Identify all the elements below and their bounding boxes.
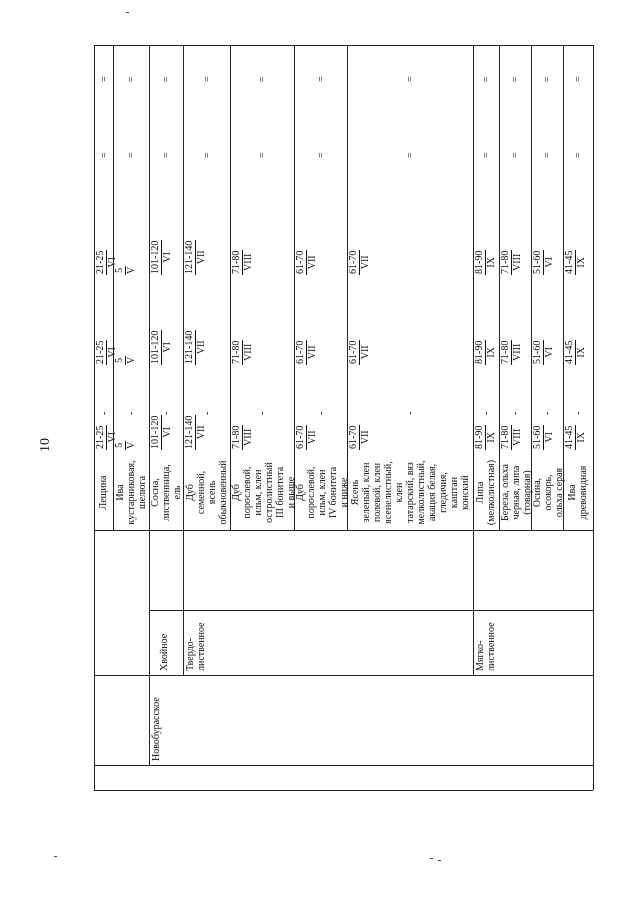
age-class-col3 <box>150 240 173 275</box>
fraction-numerator: 81-90 <box>474 340 485 364</box>
age-class-col1 <box>150 415 173 450</box>
period-mark: = <box>405 76 416 82</box>
period-mark: = <box>161 152 172 158</box>
age-class-col3 <box>564 250 587 275</box>
fraction-numerator: 71-80 <box>231 425 242 449</box>
species-name: Лещина <box>98 475 109 510</box>
age-class-col3 <box>532 250 555 275</box>
age-class-col1 <box>184 415 207 450</box>
age-class-col1 <box>348 425 371 450</box>
fraction-value <box>474 250 497 275</box>
fraction-denominator: V <box>126 266 137 274</box>
age-class-col1 <box>231 425 254 450</box>
fraction-denominator: VI <box>107 432 118 443</box>
period-mark: = <box>481 76 492 82</box>
fraction-denominator: VII <box>307 345 318 360</box>
fraction-numerator: 41-45 <box>564 340 575 364</box>
species-name: Ива кустарниковая, шелюга <box>114 460 148 525</box>
fraction-denominator: VI <box>162 342 173 353</box>
fraction-value <box>184 240 207 275</box>
period-mark: = <box>510 76 521 82</box>
age-class-col2 <box>532 340 555 365</box>
fraction-numerator: 101-120 <box>150 415 161 449</box>
species-name: Ясень зеленый, клен полевой, клен ясенелистный, клен татарский, вяз мелколистный, акация белая, гледичия, каштан конский <box>349 460 471 525</box>
period-mark: = <box>573 152 584 158</box>
fraction-denominator: VII <box>360 345 371 360</box>
period-mark: = <box>126 76 137 82</box>
period-mark: = <box>315 152 327 158</box>
age-class-col3 <box>184 240 207 275</box>
fraction-numerator: 61-70 <box>348 250 359 274</box>
species-name: Дуб порослевой, ильм, клен IV бонитета и ниже <box>295 466 350 519</box>
fraction-numerator: 51-60 <box>532 250 543 274</box>
fraction-value <box>114 266 137 275</box>
dash-cell: - <box>510 411 521 415</box>
fraction-value <box>184 415 207 450</box>
fraction-denominator: VII <box>196 425 207 440</box>
fraction-numerator: 71-80 <box>231 340 242 364</box>
fraction-denominator: VI <box>107 347 118 358</box>
fraction-numerator: 101-120 <box>150 240 161 274</box>
row-separator <box>149 45 150 765</box>
period-mark: = <box>126 152 137 158</box>
fraction-value <box>532 250 555 275</box>
table-border-left <box>94 45 95 790</box>
fraction-value <box>532 425 555 450</box>
age-class-col1 <box>564 425 587 450</box>
fraction-numerator: 71-80 <box>500 425 511 449</box>
scan-speck <box>54 856 57 857</box>
fraction-denominator: VI <box>544 347 555 358</box>
fraction-numerator: 21-25 <box>95 425 106 449</box>
age-class-col2 <box>474 340 497 365</box>
age-class-col1 <box>500 425 523 450</box>
fraction-numerator: 41-45 <box>564 425 575 449</box>
table-border-right <box>593 45 594 790</box>
age-class-col2 <box>348 340 371 365</box>
species-name: Дуб семенной, ясень обыкновенный <box>184 460 229 525</box>
fraction-value <box>348 250 371 275</box>
period-mark: = <box>201 152 213 158</box>
fraction-value <box>114 356 137 365</box>
fraction-value <box>231 425 254 450</box>
fraction-denominator: VI <box>162 427 173 438</box>
period-mark: = <box>573 76 584 82</box>
age-class-col3 <box>474 250 497 275</box>
period-mark: = <box>161 76 172 82</box>
age-class-col1 <box>114 441 137 450</box>
fraction-denominator: V <box>126 441 137 449</box>
fraction-denominator: VIII <box>243 343 254 361</box>
fraction-numerator: 61-70 <box>348 425 359 449</box>
age-class-col3 <box>231 250 254 275</box>
period-mark: = <box>315 76 327 82</box>
col-separator-sub <box>94 675 593 676</box>
fraction-denominator: VII <box>196 340 207 355</box>
fraction-value <box>150 330 173 365</box>
age-class-col2 <box>564 340 587 365</box>
dash-cell: - <box>201 411 213 415</box>
dash-cell: - <box>98 411 110 415</box>
fraction-denominator: VIII <box>512 253 523 271</box>
fraction-denominator: VI <box>544 257 555 268</box>
species-name: Липа (мелколистная) <box>475 459 497 526</box>
fraction-numerator: 71-80 <box>500 250 511 274</box>
fraction-value <box>500 425 523 450</box>
dash-cell: - <box>161 411 172 415</box>
fraction-numerator: 5 <box>114 356 126 365</box>
table-border-top <box>94 45 593 46</box>
period-mark: = <box>542 76 553 82</box>
fraction-value <box>295 250 318 275</box>
fraction-numerator: 121-140 <box>184 330 195 364</box>
fraction-numerator: 101-120 <box>150 330 161 364</box>
row-separator <box>113 45 114 530</box>
fraction-numerator: 41-45 <box>564 250 575 274</box>
age-class-col2 <box>500 340 523 365</box>
group-softwood: Мягко- лиственное <box>475 622 497 671</box>
period-mark: = <box>98 76 110 82</box>
fraction-numerator: 61-70 <box>295 425 306 449</box>
fraction-value <box>295 425 318 450</box>
fraction-denominator: IX <box>486 347 497 358</box>
fraction-value <box>474 425 497 450</box>
fraction-denominator: IX <box>486 432 497 443</box>
age-class-col1 <box>295 425 318 450</box>
fraction-numerator: 51-60 <box>532 340 543 364</box>
fraction-numerator: 121-140 <box>184 240 195 274</box>
fraction-value <box>150 415 173 450</box>
fraction-value <box>564 250 587 275</box>
dash-cell: - <box>481 411 492 415</box>
fraction-value <box>231 250 254 275</box>
fraction-denominator: VIII <box>512 428 523 446</box>
fraction-numerator: 81-90 <box>474 250 485 274</box>
fraction-denominator: V <box>126 356 137 364</box>
fraction-denominator: VII <box>307 255 318 270</box>
fraction-denominator: VII <box>196 250 207 265</box>
age-class-col3 <box>500 250 523 275</box>
fraction-denominator: VII <box>307 430 318 445</box>
fraction-value <box>114 441 137 450</box>
scan-speck <box>126 12 129 13</box>
fraction-denominator: IX <box>576 347 587 358</box>
fraction-value <box>348 340 371 365</box>
fraction-denominator: VIII <box>243 253 254 271</box>
age-class-col3 <box>114 266 137 275</box>
col-separator-name <box>94 530 593 531</box>
fraction-numerator: 81-90 <box>474 425 485 449</box>
fraction-numerator: 71-80 <box>231 250 242 274</box>
species-name: Осина, осокорь, ольха серая <box>532 467 565 518</box>
col-separator-group <box>149 610 593 611</box>
page-number: 10 <box>38 438 53 452</box>
dash-cell: - <box>257 411 268 415</box>
fraction-value <box>564 425 587 450</box>
dash-cell: - <box>405 411 416 415</box>
age-class-col2 <box>295 340 318 365</box>
table-border-bottom <box>94 790 593 791</box>
period-mark: = <box>201 76 213 82</box>
period-mark: = <box>481 152 492 158</box>
period-mark: = <box>510 152 521 158</box>
fraction-denominator: VI <box>544 432 555 443</box>
age-class-col2 <box>231 340 254 365</box>
age-class-col1 <box>474 425 497 450</box>
age-class-col1 <box>532 425 555 450</box>
dash-cell: - <box>573 411 584 415</box>
period-mark: = <box>257 76 268 82</box>
age-class-col3 <box>295 250 318 275</box>
fraction-numerator: 71-80 <box>500 340 511 364</box>
fraction-value <box>500 250 523 275</box>
fraction-value <box>500 340 523 365</box>
species-name: Ива древовидная <box>567 465 589 520</box>
period-mark: = <box>98 152 110 158</box>
fraction-numerator: 61-70 <box>295 250 306 274</box>
fraction-denominator: IX <box>576 257 587 268</box>
fraction-value <box>348 425 371 450</box>
fraction-denominator: IX <box>486 257 497 268</box>
fraction-denominator: VIII <box>512 343 523 361</box>
fraction-numerator: 21-25 <box>95 250 106 274</box>
fraction-numerator: 5 <box>114 441 126 450</box>
scan-speck <box>430 858 433 859</box>
species-name: Сосна, лиственница, ель <box>150 464 183 521</box>
period-mark: = <box>405 152 416 158</box>
fraction-value <box>474 340 497 365</box>
scan-speck <box>438 860 441 861</box>
fraction-denominator: VIII <box>243 428 254 446</box>
fraction-numerator: 5 <box>114 266 126 275</box>
age-class-col2 <box>150 330 173 365</box>
age-class-col2 <box>114 356 137 365</box>
fraction-numerator: 121-140 <box>184 415 195 449</box>
fraction-value <box>295 340 318 365</box>
fraction-value <box>150 240 173 275</box>
fraction-denominator: VI <box>162 252 173 263</box>
fraction-denominator: VII <box>360 430 371 445</box>
fraction-denominator: VI <box>107 257 118 268</box>
dash-cell: - <box>315 411 327 415</box>
dash-cell: - <box>542 411 553 415</box>
fraction-numerator: 61-70 <box>295 340 306 364</box>
period-mark: = <box>257 152 268 158</box>
fraction-value <box>231 340 254 365</box>
species-name: Дуб порослевой, ильм, клен остролистный III бонитета и выше <box>231 462 297 523</box>
dash-cell: - <box>126 411 137 415</box>
age-class-col3 <box>348 250 371 275</box>
forestry-name: Новобурасское <box>151 697 162 761</box>
species-name: Береза, ольха черная, липа (товарная) <box>500 464 533 521</box>
fraction-value <box>532 340 555 365</box>
fraction-denominator: VII <box>360 255 371 270</box>
fraction-numerator: 21-25 <box>95 340 106 364</box>
fraction-denominator: IX <box>576 432 587 443</box>
fraction-numerator: 61-70 <box>348 340 359 364</box>
group-hardwood: Твердо- лиственное <box>185 622 207 671</box>
fraction-value <box>184 330 207 365</box>
col-separator-forest <box>94 765 593 766</box>
age-class-col2 <box>184 330 207 365</box>
group-conifer: Хвойное <box>159 633 170 671</box>
period-mark: = <box>542 152 553 158</box>
fraction-value <box>564 340 587 365</box>
fraction-numerator: 51-60 <box>532 425 543 449</box>
